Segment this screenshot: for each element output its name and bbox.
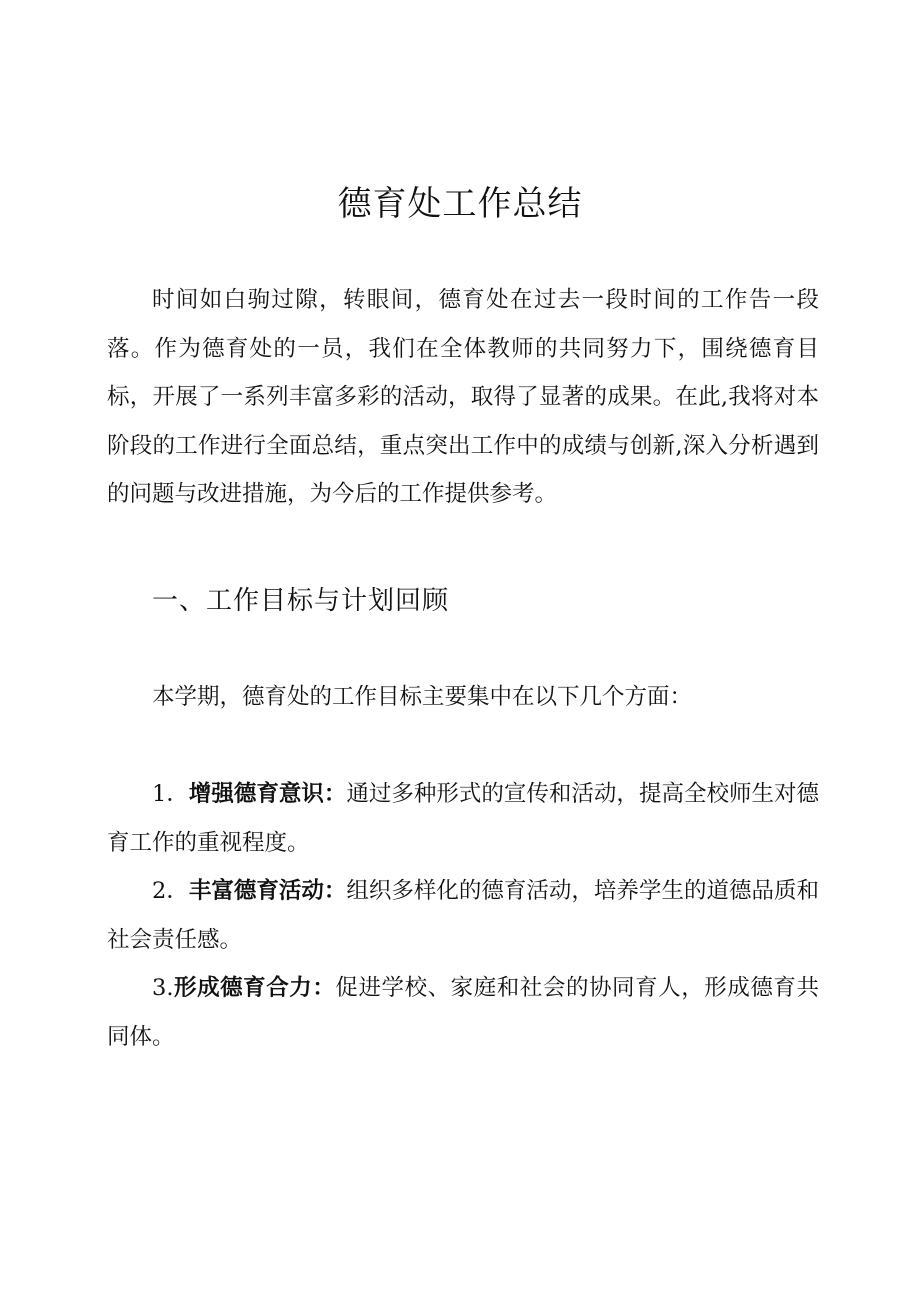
goal-item-text: 通过多种形式的宣传和活动，提高全校师生对德育工作的重视程度。 [107,781,819,856]
goal-item-text: 促进学校、家庭和社会的协同育人，形成德育共同体。 [107,975,819,1050]
goal-item-3 [107,964,819,1061]
goal-item-label: 形成德育合力： [173,975,336,1001]
goal-item-text: 组织多样化的德育活动，培养学生的道德品质和社会责任感。 [107,878,819,953]
goal-item-number: 2． [152,878,189,904]
intro-paragraph: 时间如白驹过隙，转眼间，德育处在过去一段时间的工作告一段落。作为德育处的一员，我们在全体教师的共同努力下，围绕德育目标，开展了一系列丰富多彩的活动，取得了显著的成果。在此,我将对本阶段的工作进行全面总结，重点突出工作中的成绩与创新,深入分析遇到的问题与改进措施，为今后的工作提供参考。 [107,287,819,507]
section-lead-paragraph: 本学期，德育处的工作目标主要集中在以下几个方面： [152,684,693,710]
goal-item-number: 1． [152,781,189,807]
goal-item-label: 增强德育意识： [188,781,347,807]
goal-item-2 [107,867,819,964]
section-heading: 一、工作目标与计划回顾 [152,586,450,616]
goal-item-number: 3. [152,975,174,1001]
goal-item-label: 丰富德育活动： [188,878,347,904]
goal-item-1 [107,770,819,867]
document-title: 德育处工作总结 [337,184,583,224]
